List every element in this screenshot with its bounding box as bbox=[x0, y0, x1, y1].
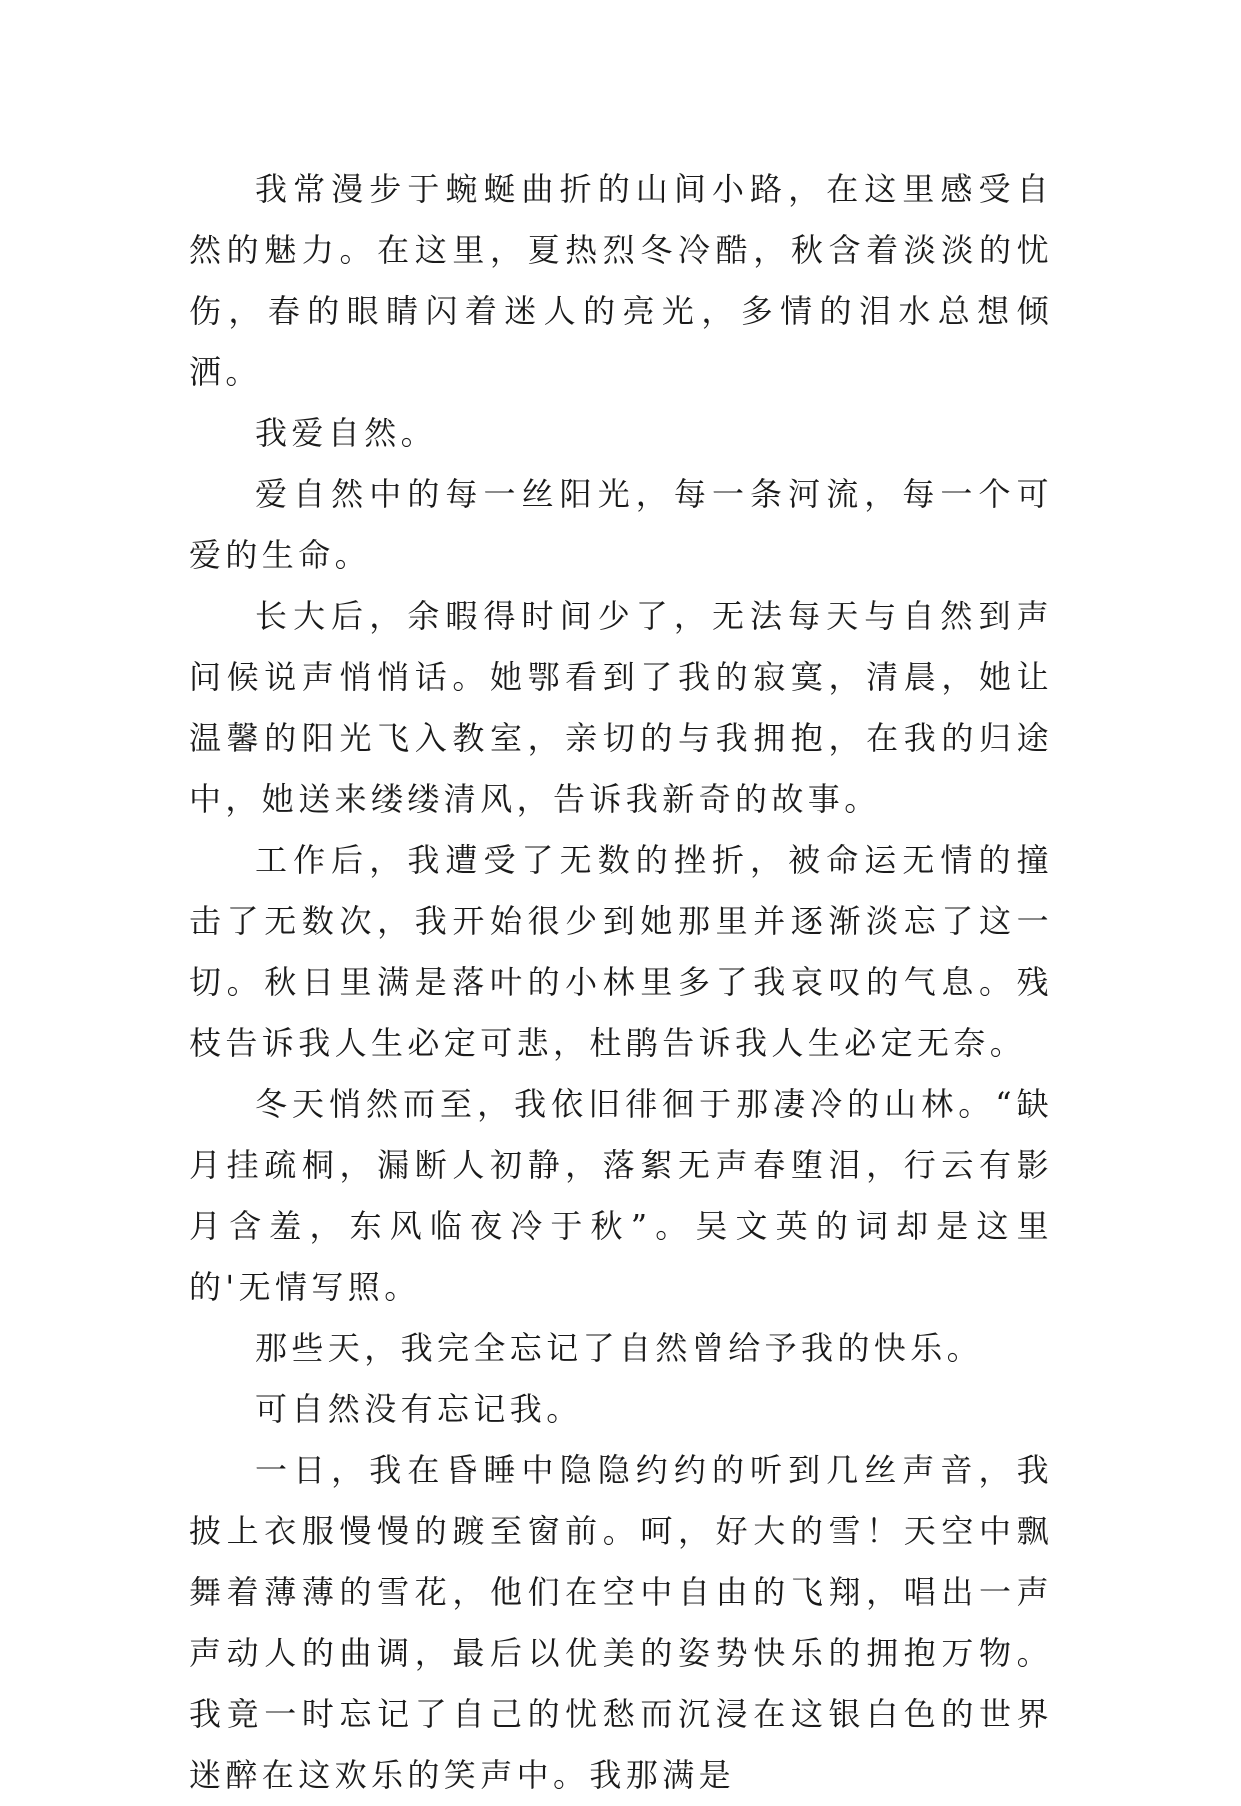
paragraph: 可自然没有忘记我。 bbox=[255, 1390, 583, 1428]
essay-body bbox=[189, 159, 1053, 1806]
paragraph: 长大后，余暇得时间少了，无法每天与自然到声问候说声悄悄话。她鄂看到了我的寂寞，清晨，她让温馨的阳光飞入教室，亲切的与我拥抱，在我的归途中，她送来缕缕清风，告诉我新奇的故事。 bbox=[189, 597, 1053, 818]
paragraph: 冬天悄然而至，我依旧徘徊于那凄冷的山林。“缺月挂疏桐，漏断人初静，落絮无声春堕泪，行云有影月含羞，东风临夜冷于秋”。吴文英的词却是这里的'无情写照。 bbox=[189, 1085, 1053, 1306]
paragraph: 工作后，我遭受了无数的挫折，被命运无情的撞击了无数次，我开始很少到她那里并逐渐淡忘了这一切。秋日里满是落叶的小林里多了我哀叹的气息。残枝告诉我人生必定可悲，杜鹃告诉我人生必定无奈。 bbox=[189, 841, 1053, 1062]
paragraph: 一日，我在昏睡中隐隐约约的听到几丝声音，我披上衣服慢慢的踱至窗前。呵，好大的雪！天空中飘舞着薄薄的雪花，他们在空中自由的飞翔，唱出一声声动人的曲调，最后以优美的姿势快乐的拥抱万物。我竟一时忘记了自己的忧愁而沉浸在这银白色的世界迷醉在这欢乐的笑声中。我那满是 bbox=[189, 1451, 1053, 1794]
paragraph: 爱自然中的每一丝阳光，每一条河流，每一个可爱的生命。 bbox=[189, 475, 1053, 574]
paragraph: 我常漫步于蜿蜒曲折的山间小路，在这里感受自然的魅力。在这里，夏热烈冬冷酷，秋含着淡淡的忧伤，春的眼睛闪着迷人的亮光，多情的泪水总想倾洒。 bbox=[189, 170, 1053, 391]
paragraph: 我爱自然。 bbox=[255, 414, 438, 452]
paragraph: 那些天，我完全忘记了自然曾给予我的快乐。 bbox=[255, 1329, 984, 1367]
